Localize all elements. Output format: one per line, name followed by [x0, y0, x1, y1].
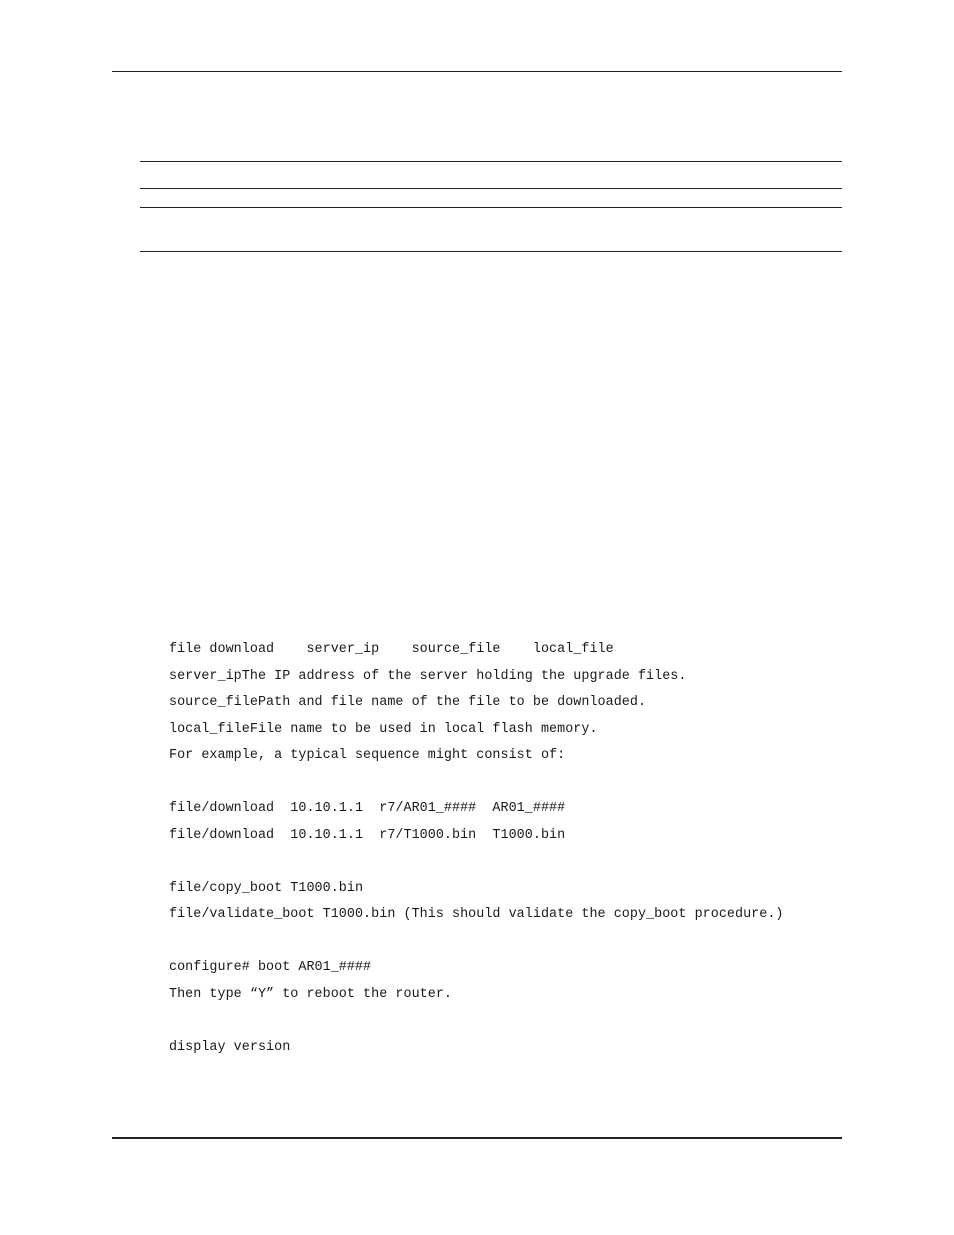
table-rule: [140, 188, 842, 189]
footer-rule: [112, 1137, 842, 1139]
table-rule: [140, 207, 842, 208]
download-command: file/download 10.10.1.1 r7/T1000.bin T1000.bin: [169, 828, 566, 843]
copy-boot-command: file/copy_boot T1000.bin: [169, 881, 364, 896]
param-server-ip: server_ipThe IP address of the server holding the upgrade files.: [169, 669, 687, 684]
download-command: file/download 10.10.1.1 r7/AR01_#### AR01_####: [169, 801, 566, 816]
param-source-file: source_filePath and file name of the file to be downloaded.: [169, 695, 647, 710]
cli-syntax: file download server_ip source_file local_file: [169, 642, 614, 657]
configure-boot-command: configure# boot AR01_####: [169, 960, 372, 975]
table-rule: [140, 251, 842, 252]
reboot-note: Then type “Y” to reboot the router.: [169, 987, 452, 1002]
param-local-file: local_fileFile name to be used in local flash memory.: [169, 722, 598, 737]
validate-boot-command: file/validate_boot T1000.bin (This should validate the copy_boot procedure.): [169, 907, 784, 922]
header-rule: [112, 71, 842, 72]
example-intro: For example, a typical sequence might consist of:: [169, 748, 566, 763]
display-version-command: display version: [169, 1040, 291, 1055]
table-rule: [140, 161, 842, 162]
